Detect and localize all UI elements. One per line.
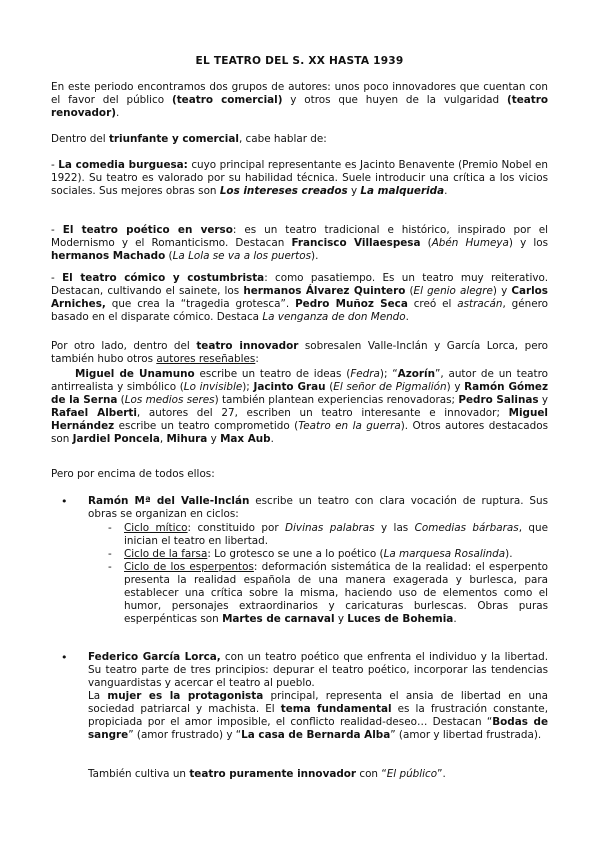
bullet-icon: •	[61, 651, 68, 664]
teatro-innovador-paragraph: Por otro lado, dentro del teatro innovador sobresalen Valle-Inclán y García Lorca, pero también hubo otros autores reseñables:	[51, 340, 548, 365]
document-title: EL TEATRO DEL S. XX HASTA 1939	[195, 55, 404, 67]
teatro-comico-paragraph: - El teatro cómico y costumbrista: como pasatiempo. Es un teatro muy reiterativo. Destacan, cultivando el sainete, los hermanos Álvarez Quintero (El genio alegre) y Carlos Arniches, que crea la “tragedia grotesca”. Pedro Muñoz Seca creó el astracán, género basado en el disparate cómico. Destaca La venganza de don Mendo.	[51, 272, 548, 323]
bullet-icon: •	[61, 495, 68, 508]
ciclo-esperpentos-item: Ciclo de los esperpentos: deformación sistemática de la realidad: el esperpento presenta la realidad española de una manera exagerada y burlesca, para establecer una crítica sobre la misma, haciendo uso de elementos como el humor, personajes extraordinarios y caricaturas burlescas. Obras puras esperpénticas son Martes de carnaval y Luces de Bohemia.	[124, 561, 548, 625]
dentro-paragraph: Dentro del triunfante y comercial, cabe hablar de:	[51, 133, 327, 145]
teatro-poetico-paragraph: - El teatro poético en verso: es un teatro tradicional e histórico, inspirado por el Modernismo y el Romanticismo. Destacan Francisco Villaespesa (Abén Humeya) y los hermanos Machado (La Lola se va a los puertos).	[51, 224, 549, 262]
autores-paragraph: Miguel de Unamuno escribe un teatro de ideas (Fedra); “Azorín”, autor de un teatro antirrealista y simbólico (Lo invisible); Jacinto Grau (El señor de Pigmalión) y Ramón Gómez de la Serna (Los medios seres) también plantean experiencias renovadoras; Pedro Salinas y Rafael Alberti, autores del 27, escriben un teatro interesante e innovador; Miguel Hernández escribe un teatro comprometido (Teatro en la guerra). Otros autores destacados son Jardiel Poncela, Mihura y Max Aub.	[51, 368, 549, 445]
ciclo-farsa-item: Ciclo de la farsa: Lo grotesco se une a lo poético (La marquesa Rosalinda).	[124, 548, 513, 560]
lorca-paragraph: Federico García Lorca, con un teatro poético que enfrenta el individuo y la libertad. Su teatro parte de tres principios: depurar el teatro poético, incorporar las tendencias vanguardistas y acercar el teatro al pueblo.	[88, 651, 548, 689]
encima-paragraph: Pero por encima de todos ellos:	[51, 468, 215, 480]
list-dash: -	[108, 522, 112, 534]
list-dash: -	[108, 548, 112, 560]
lorca-mujer-paragraph: La mujer es la protagonista principal, representa el ansia de libertad en una sociedad patriarcal y machista. El tema fundamental es la frustración constante, propiciada por el amor imposible, el conflicto realidad-deseo… Destacan “Bodas de sangre” (amor frustrado) y “La casa de Bernarda Alba” (amor y libertad frustrada).	[88, 690, 549, 741]
lorca-innovador-paragraph: También cultiva un teatro puramente innovador con “El público”.	[88, 768, 446, 780]
comedia-burguesa-paragraph: - La comedia burguesa: cuyo principal representante es Jacinto Benavente (Premio Nobel en 1922). Su teatro es valorado por su habilidad técnica. Suele introducir una crítica a los vicios sociales. Sus mejores obras son Los intereses creados y La malquerida.	[51, 159, 548, 197]
valle-inclan-paragraph: Ramón Mª del Valle-Inclán escribe un teatro con clara vocación de ruptura. Sus obras se organizan en ciclos:	[88, 495, 548, 520]
list-dash: -	[108, 561, 112, 573]
intro-paragraph: En este periodo encontramos dos grupos de autores: unos poco innovadores que cuentan con el favor del público (teatro comercial) y otros que huyen de la vulgaridad (teatro renovador).	[51, 81, 549, 119]
ciclo-mitico-item: Ciclo mítico: constituido por Divinas palabras y las Comedias bárbaras, que inician el teatro en libertad.	[124, 522, 548, 547]
